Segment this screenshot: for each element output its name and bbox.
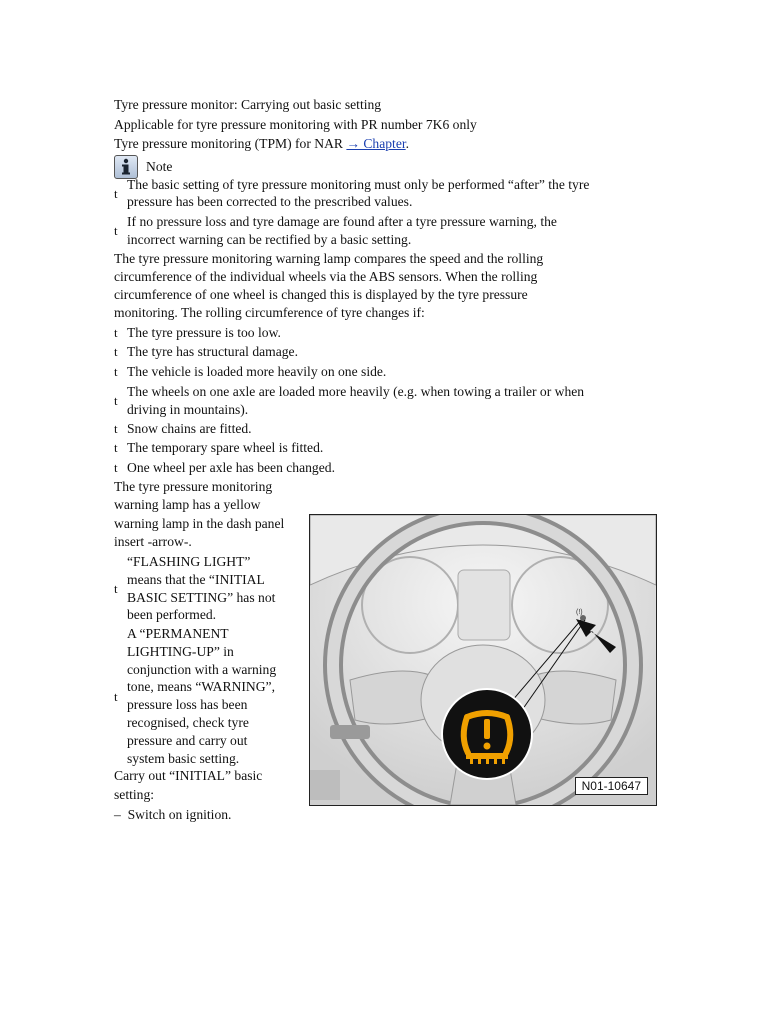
step-dash: –: [114, 806, 121, 822]
page-title: Tyre pressure monitor: Carrying out basic setting: [114, 97, 382, 112]
condition-item: t The temporary spare wheel is fitted.: [114, 440, 324, 456]
condition-item: t The wheels on one axle are loaded more heavily (e.g. when towing a trailer or when driving in mountains).: [114, 384, 585, 417]
lamp-state-flashing: t “FLASHING LIGHT” means that the “INITIAL BASIC SETTING” has not been performed.: [114, 553, 276, 623]
applicability-text: Applicable for tyre pressure monitoring with PR number 7K6 only: [114, 116, 477, 132]
condition-item: t The vehicle is loaded more heavily on one side.: [114, 363, 387, 379]
bullet-marker: t: [114, 223, 118, 239]
condition-item: t Snow chains are fitted.: [114, 420, 252, 436]
intro-paragraph: The tyre pressure monitoring warning lamp compares the speed and the rolling circumference of the individual wheels via the ABS sensors. When the rolling circumference of one wheel is changed this is displayed by the tyre pressure monitoring. The rolling circumference of tyre changes if:: [114, 250, 544, 321]
chapter-link[interactable]: → Chapter: [346, 136, 406, 151]
figure-label: N01-10647: [575, 777, 648, 795]
carry-out-text: Carry out “INITIAL” basic setting:: [114, 768, 263, 802]
svg-text:(!): (!): [576, 609, 583, 616]
note-item: t If no pressure loss and tyre damage are found after a tyre pressure warning, the incorrect warning can be rectified by a basic setting.: [114, 214, 557, 247]
note-label: Note: [146, 158, 173, 174]
condition-item: t One wheel per axle has been changed.: [114, 459, 335, 475]
note-item: t The basic setting of tyre pressure monitoring must only be performed “after” the tyre pressure has been corrected to the prescribed values.: [114, 176, 590, 210]
steering-wheel-figure: [309, 514, 657, 806]
tyre-pressure-warning-icon: [440, 687, 534, 781]
condition-item: t The tyre has structural damage.: [114, 344, 298, 359]
condition-item: t The tyre pressure is too low.: [114, 324, 281, 340]
lamp-state-permanent: t A “PERMANENT LIGHTING-UP” in conjunction with a warning tone, means “WARNING”, pressure loss has been recognised, check tyre pressure and carry out system basic setting.: [114, 626, 277, 766]
step-item: [114, 805, 654, 825]
lamp-intro: The tyre pressure monitoring warning lamp has a yellow warning lamp in the dash panel insert -arrow-.: [114, 479, 285, 549]
bullet-marker: t: [114, 185, 118, 201]
step-text: Switch on ignition.: [127, 806, 232, 822]
tpm-reference: Tyre pressure monitoring (TPM) for NAR → Chapter.: [114, 136, 410, 151]
